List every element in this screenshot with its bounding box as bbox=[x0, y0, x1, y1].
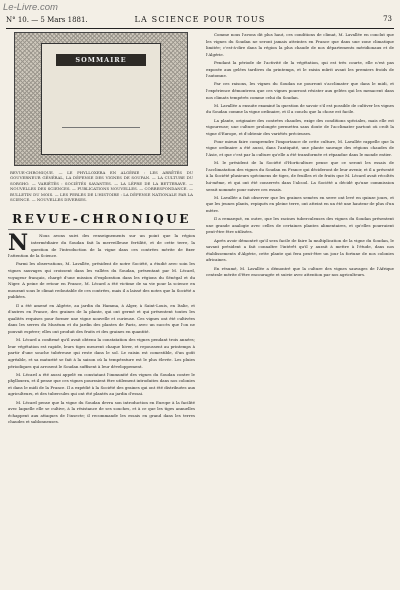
article-paragraph-15: Il a remarqué, en outre, que les racines tuberculeuses des vignes du Soudan présentent une grande analogie avec celles de certaines plantes alimentaires, et qu'elles pourraient peut-être être utilisées. bbox=[206, 216, 394, 235]
article-paragraph-10: M. Lavallée a ensuite examiné la question de savoir s'il est possible de cultiver les vignes du Soudan comme la vigne ordinaire, et il a conclu que la chose est facile. bbox=[206, 102, 394, 115]
article-paragraph-7: Comme nous l'avons dit plus haut, ces conditions de climat, M. Lavallée en conclut que les vignes du Soudan ne seront jamais atteintes en France que dans une zone climatique limitée; c'est-à-dire dans la région la plus chaude de nos départements méridionaux et de l'Algérie. bbox=[206, 32, 394, 57]
article-paragraph-8: Pendant la période de l'activité de la végétation, qui est très courte, elle n'est pas exposée aux gelées tardives du printemps, et le raisin mûrit avant les premiers froids de l'automne. bbox=[206, 59, 394, 79]
sommaire-panel bbox=[41, 43, 161, 155]
article-paragraph-13: M. le président de la Société d'Horticulture pense que ce seront les essais de l'acclimatation des vignes du Soudan en France qui décideront de leur avenir, et il a présenté à la Société plusieurs spécimens de tiges, de feuilles et de fruits que M. Lécard avait récoltés lui-même, et qui ont été conservés dans l'alcool. La Société a décidé qu'une commission serait nommée pour suivre ces essais. bbox=[206, 160, 394, 192]
article-paragraph-4: M. Lécard a confirmé qu'il avait obtenu la constatation des vignes pendant trois années; leur végétation est rapide, leurs tiges meurent chaque hiver, et repoussent au printemps à partir d'une souche tubéreuse qui reste dans le sol. Le raisin est comestible, d'un goût agréable, et sa maturité se fait à la saison où la température est le plus élevée. Les pluies périodiques qui arrosent le Soudan suffisent à leur développement. bbox=[8, 337, 195, 369]
dropcap-letter: N bbox=[8, 230, 29, 257]
article-paragraph-14: M. Lavallée a fait observer que les graines semées en serre ont levé en quinze jours, et que les jeunes plants, repiqués en pleine terre, ont atteint en un été une hauteur de plus d'un mètre. bbox=[206, 194, 394, 213]
article-paragraph-3: Il a été amené en Algérie, au jardin du Hamma, à Alger, à Saint-Louis, en Italie, et d'autres en France, des graines de la plante, qui ont germé et qui présentent toutes les qualités requises pour former une vigne nouvelle et curieuse. Ces vignes ont été cultivées dans les serres du Muséum et du jardin des plantes de Paris, avec un succès que l'on ne pouvait espérer; elles ont produit des fruits et des graines en quantité. bbox=[8, 302, 195, 334]
article-paragraph-9: Par ces raisons, les vignes du Soudan ne pourront s'acclimater que dans le midi, et l'expérience démontrera que ces vignes pourront résister aux gelées qui les menacent dans nos climats tempérés comme celui du Soudan. bbox=[206, 81, 394, 100]
article-paragraph-2: Parmi les observations, M. Lavallée, président de notre Société, a étudié avec soin les vignes sauvages qui croissent dans les vallées du Soudan, présentant par M. Lécard, voyageur français, chargé d'une mission d'exploration dans les régions du Sénégal et du Niger. A peine de retour en France, M. Lécard a été victime de sa vie pour la science en mourant sous le climat redoutable de ces contrées, mais il a laissé des notes que la Société a publiées. bbox=[8, 261, 195, 300]
sommaire-ornament bbox=[14, 32, 188, 166]
page-header bbox=[6, 14, 394, 29]
article-paragraph-12: Pour mieux faire comprendre l'importance de cette culture, M. Lavallée rappelle que la vigne ordinaire a été aussi, dans l'antiquité, une plante sauvage des régions chaudes de l'Asie, et que c'est par la culture qu'elle a été transformée et répandue dans le monde entier. bbox=[206, 138, 394, 158]
paragraph-text: Nous avons suivi des renseignements sur un point que la région intermédiaire du Soudan fait la merveilleuse fertilité, et de cette terre, la question de l'introduction de la vigne dans ces contrées mérite de fixer l'attention de la Science. bbox=[8, 233, 195, 259]
article-paragraph-17: En résumé, M. Lavallée a démontré que la culture des vignes sauvages de l'Afrique centrale mérite d'être encouragée et suivie avec attention par nos agriculteurs. bbox=[206, 265, 394, 278]
sommaire-text: REVUE-CHRONIQUE. — LE PHYLLOXERA EN ALGÉRIE : LES ARRÊTÉS DU GOUVERNEUR GÉNÉRAL, LA DÉFENSE DES VIGNES DE SOUFAN. — LA CULTURE DU SORGHO. — VARIÉTÉS : SOCIÉTÉS SAVANTES. — LA LÈPRE DE LA BETTERAVE. — NOUVELLES DES SCIENCES. — PUBLICATIONS NOUVELLES. — CORRESPONDANCE. — BULLETIN DU MOIS. — LES PERLES DE L'HISTOIRE : LA DÉFENSE NATIONALE PAR LA SCIENCE. — NOUVELLES DIVERSES. bbox=[10, 170, 193, 203]
article-paragraph-16: Après avoir démontré qu'il sera facile de faire la multiplication de la vigne du Soudan, le savant président a fait connaître l'intérêt qu'il y aurait à mettre à l'étude, dans nos établissements d'Algérie, cette plante qui fera peut-être un jour la fortune de nos colonies africaines. bbox=[206, 237, 394, 263]
section-title: REVUE-CHRONIQUE bbox=[8, 212, 195, 230]
journal-title: LA SCIENCE POUR TOUS bbox=[134, 15, 266, 24]
left-column bbox=[8, 32, 195, 428]
article-paragraph-11: La plante, originaire des contrées chaudes, exige des conditions spéciales, mais elle est vigoureuse; une culture prolongée permettra sans doute de l'acclimater partout où croît la vigne d'Europe, et d'obtenir des variétés précieuses. bbox=[206, 117, 394, 136]
sommaire-decoration bbox=[62, 127, 140, 146]
article-paragraph-1 bbox=[8, 230, 195, 259]
issue-number: N° 10. — 5 Mars 1881. bbox=[6, 16, 88, 24]
sommaire-title: SOMMAIRE bbox=[56, 54, 146, 66]
watermark: Le-Livre.com bbox=[3, 2, 58, 13]
right-column bbox=[206, 32, 394, 280]
article-paragraph-5: M. Lécard a été aussi appelé en constatant l'immunité des vignes du Soudan contre le phylloxera, et il pense que ces vignes pourraient être utilement introduites dans nos colonies et dans le midi de la France. Il a expédié à la Société des graines qui ont été distribuées aux agriculteurs, et des tubercules qui ont été plantés au jardin d'essai. bbox=[8, 371, 195, 397]
article-paragraph-6: M. Lécard pense que la vigne du Soudan devra son introduction en Europe à la facilité avec laquelle elle se cultive, à la résistance de ses souches, et à ce que les tiges annuelles échappent aux attaques de l'insecte; il recommande les essais en grand dans les terres chaudes et sablonneuses. bbox=[8, 399, 195, 425]
page-number: 73 bbox=[383, 15, 392, 23]
